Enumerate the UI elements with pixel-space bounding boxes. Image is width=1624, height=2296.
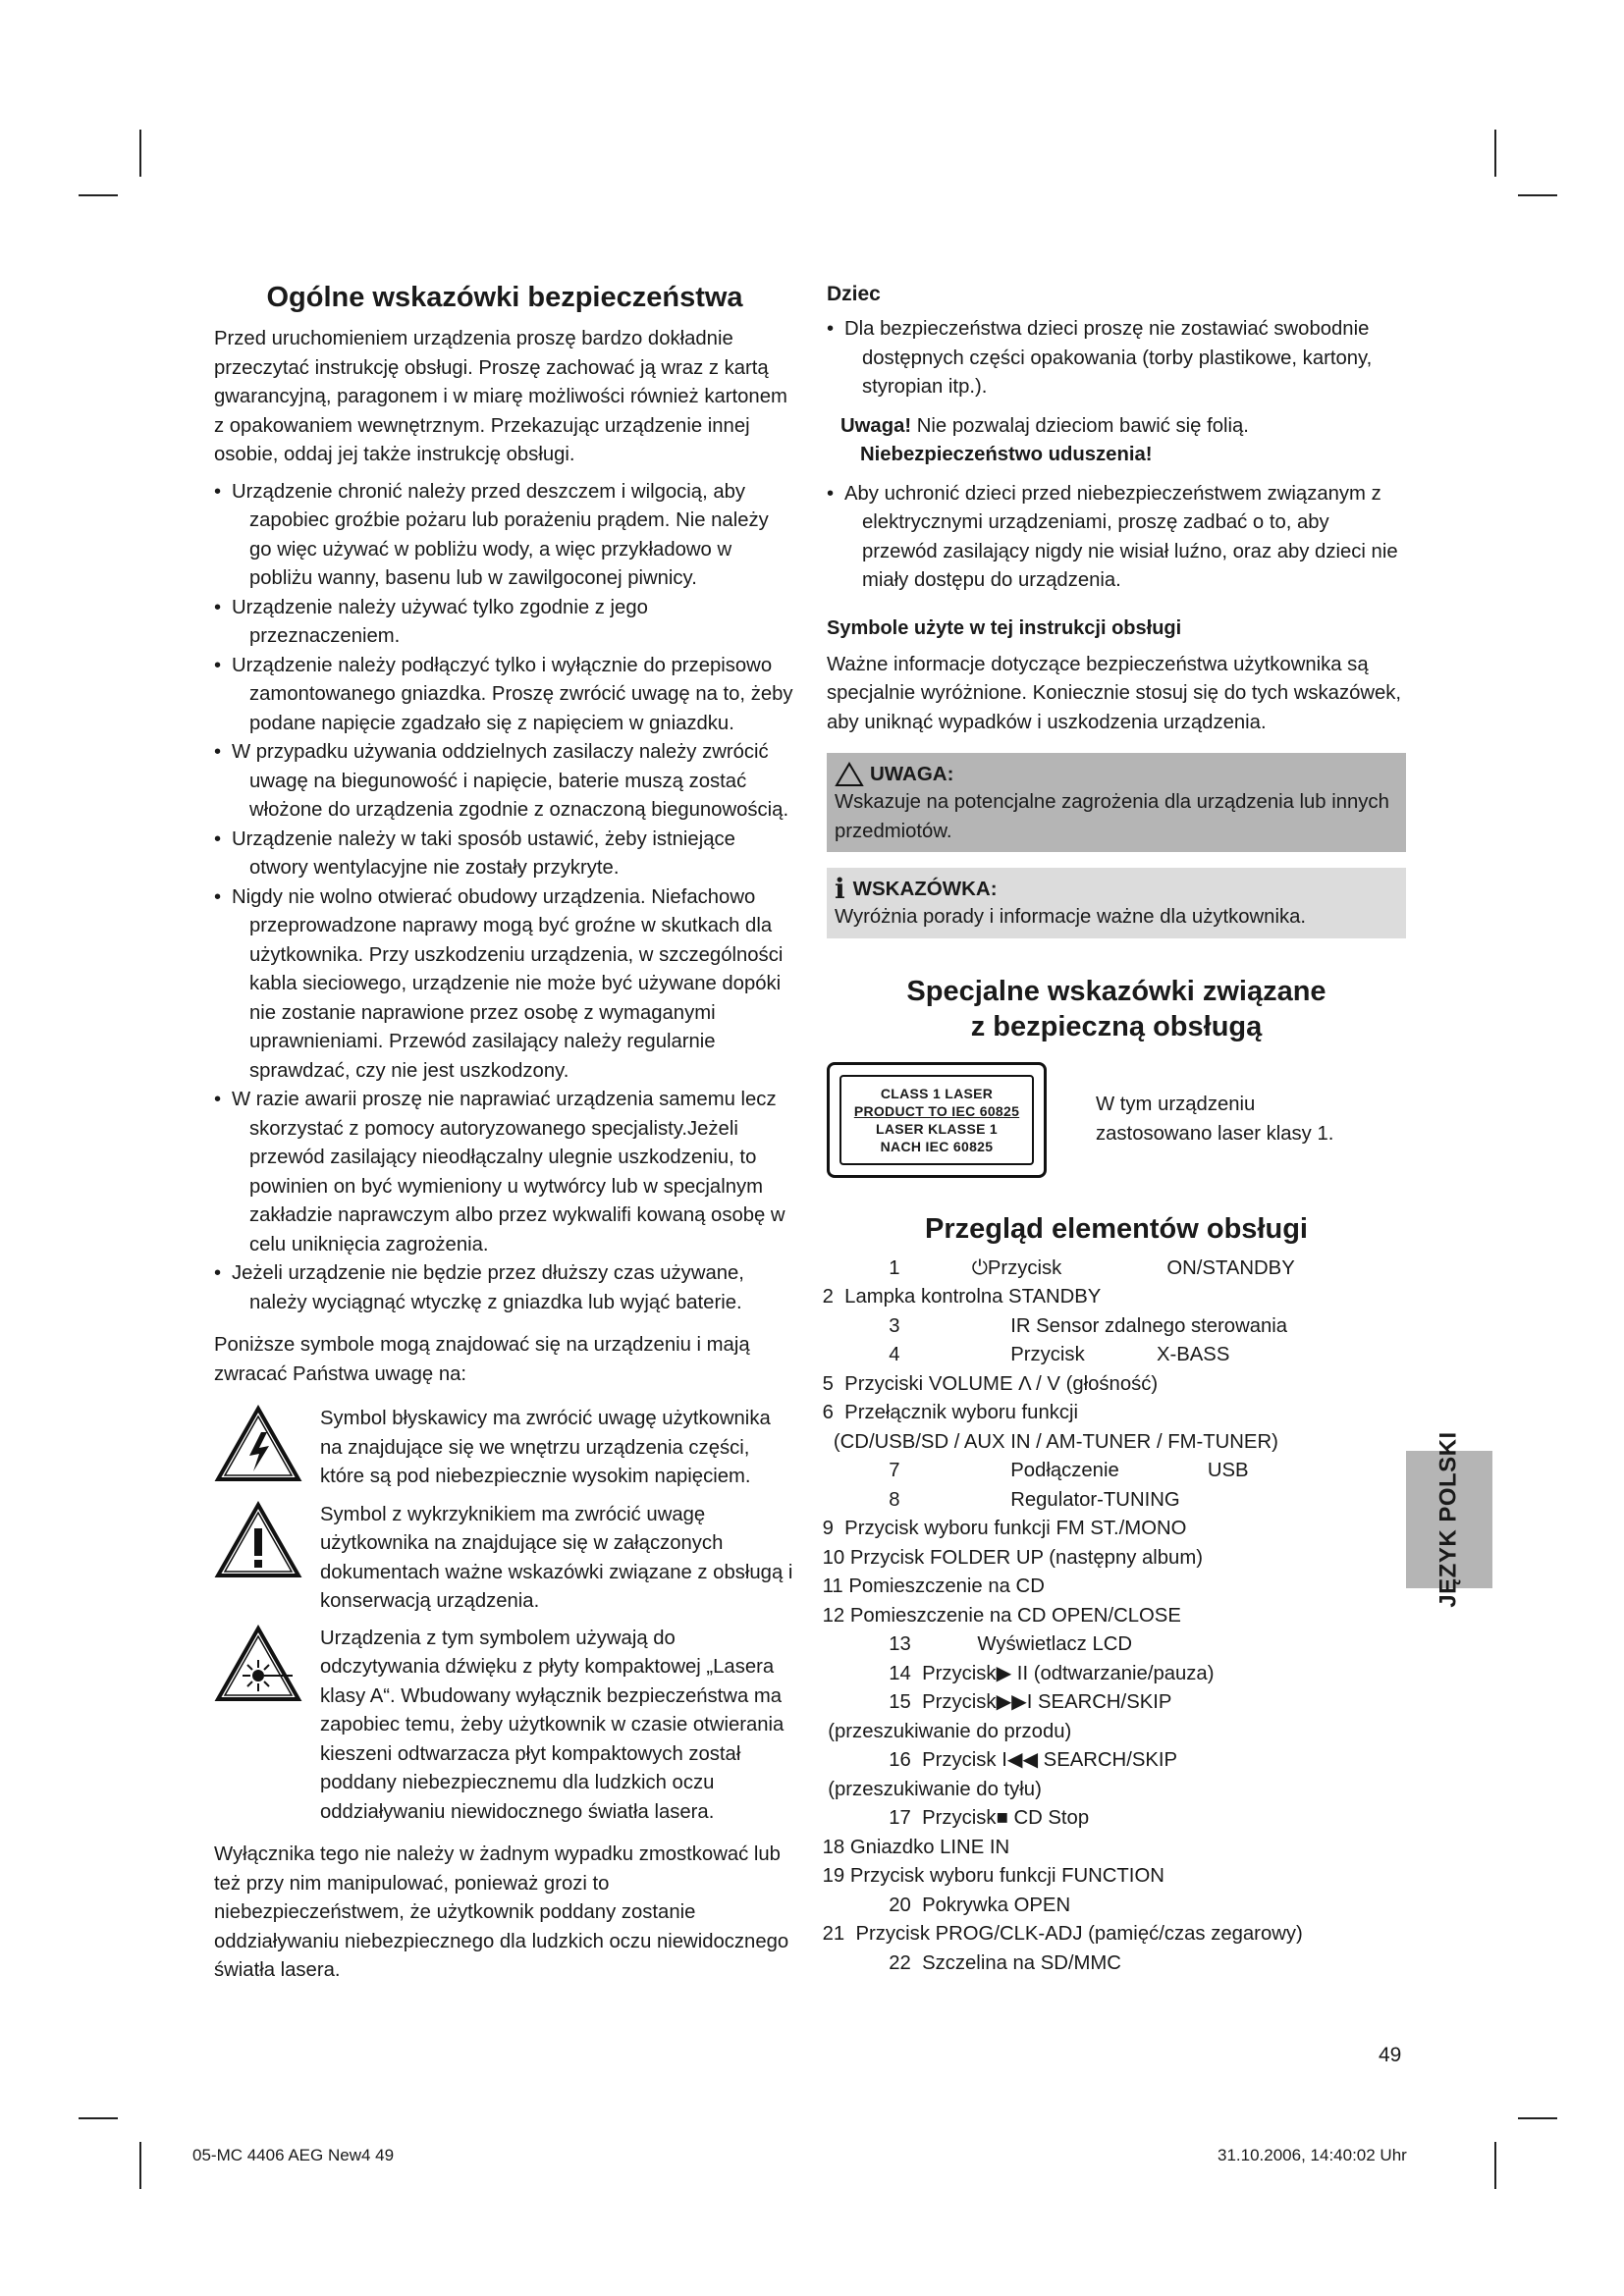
symbol-text: Symbol błyskawicy ma zwrócić uwagę użytkownika na znajdujące się we wnętrzu urządzenia części, które są pod niebezpiecznie wysokim napięciem. — [320, 1408, 771, 1487]
list-item: 17 Przycisk■ CD Stop — [817, 1807, 1090, 1829]
right-column — [817, 280, 1406, 1978]
list-item: • Urządzenie chronić należy przed deszczem i wilgocią, aby zapobiec groźbie pożaru lub porażeniu prądem. Nie należy go więc używać w pobliżu wody, a więc przykładowo w pobliżu wanny, basenu lub w zawilgoconej piwnicy. — [214, 478, 795, 594]
list-item: 20 Pokrywka OPEN — [817, 1894, 1071, 1916]
laser-text: W tym urządzeniu zastosowano laser klasy 1. — [1096, 1094, 1334, 1145]
list-item: 11 Pomieszczenie na CD — [817, 1575, 1045, 1597]
list-item: 14 Przycisk▶ II (odtwarzanie/pauza) — [817, 1662, 1215, 1684]
symbols-intro: Poniższe symbole mogą znajdować się na urządzeniu i mają zwracać Państwa uwagę na: — [214, 1334, 750, 1385]
warning-triangle-icon — [835, 762, 864, 787]
left-column — [214, 280, 795, 1986]
warning-text: Nie pozwalaj dzieciom bawić się folią. — [911, 414, 1249, 437]
crop-mark — [79, 194, 118, 196]
footer-right: 31.10.2006, 14:40:02 Uhr — [1218, 2146, 1407, 2164]
list-item: • W przypadku używania oddzielnych zasilaczy należy zwrócić uwagę na biegunowość i napięcie, baterie muszą zostać włożone do urządzenia zgodnie z oznaczoną biegunowością. — [214, 738, 795, 826]
list-item: 7 Podłączenie USB — [817, 1460, 1249, 1481]
list-item: • Urządzenie należy podłączyć tylko i wyłącznie do przepisowo zamontowanego gniazdka. Proszę zwrócić uwagę na to, żeby podane napięcie zgadzało się z napięciem w gniazdku. — [214, 652, 795, 739]
list-item: 10 Przycisk FOLDER UP (następny album) — [817, 1546, 1203, 1569]
list-item: (CD/USB/SD / AUX IN / AM-TUNER / FM-TUNER) — [817, 1430, 1278, 1453]
crop-mark — [139, 2142, 141, 2189]
list-item: 21 Przycisk PROG/CLK-ADJ (pamięć/czas zegarowy) — [817, 1923, 1303, 1945]
laser-line: LASER KLASSE 1 — [876, 1120, 998, 1137]
list-item: (przeszukiwanie do tyłu) — [817, 1778, 1042, 1800]
hint-title: WSKAZÓWKA: — [852, 878, 998, 900]
symbol-row — [214, 1405, 795, 1493]
warning-label: Uwaga! — [840, 414, 912, 437]
intro-paragraph: Przed uruchomieniem urządzenia proszę bardzo dokładnie przeczytać instrukcję obsługi. Proszę zachować ją wraz z kartą gwarancyjną, paragonem i w miarę możliwości również kartonem z opakowaniem wewnętrznym. Przekazując urządzenie innej osobie, oddaj jej także instrukcję obsługi. — [214, 328, 787, 465]
hint-text: Wyróżnia porady i informacje ważne dla użytkownika. — [835, 906, 1307, 928]
crop-mark — [1518, 2117, 1557, 2119]
list-item: 3 IR Sensor zdalnego sterowania — [817, 1314, 1288, 1337]
safety-title: Ogólne wskazówki bezpieczeństwa — [266, 282, 743, 313]
list-item: 15 Przycisk▶▶I SEARCH/SKIP — [817, 1691, 1172, 1713]
laser-class-label — [827, 1062, 1047, 1178]
symbols-text: Ważne informacje dotyczące bezpieczeństwa użytkownika są specjalnie wyróżnione. Koniecznie stosuj się do tych wskazówek, aby uniknąć wypadków i uszkodzenia urządzenia. — [827, 653, 1402, 733]
special-title-line1: Specjalne wskazówki związane — [906, 975, 1326, 1007]
list-item: 2 Lampka kontrolna STANDBY — [817, 1286, 1102, 1308]
hint-title-row — [835, 873, 1400, 905]
language-side-tab — [1406, 1431, 1492, 1608]
controls-list — [817, 1255, 1406, 1979]
list-item: 5 Przyciski VOLUME Λ / V (głośność) — [817, 1372, 1159, 1395]
laser-warning-icon — [214, 1625, 320, 1828]
symbol-text: Urządzenia z tym symbolem używają do odczytywania dźwięku z płyty kompaktowej „Lasera klasy A“. Wbudowany wyłącznik bezpieczeństwa ma zapobiec temu, żeby użytkownik w czasie otwierania kieszeni odtwarzacza płyt kompaktowych został poddany niebezpiecznemu dla ludzkich oczu oddziaływaniu niewidocznego światła lasera. — [320, 1627, 785, 1823]
crop-mark — [79, 2117, 118, 2119]
laser-row — [827, 1062, 1406, 1178]
uwaga-title: UWAGA: — [870, 763, 954, 785]
list-item: (przeszukiwanie do przodu) — [817, 1720, 1072, 1742]
list-item: 12 Pomieszczenie na CD OPEN/CLOSE — [817, 1604, 1181, 1627]
list-item: • Dla bezpieczeństwa dzieci proszę nie zostawiać swobodnie dostępnych części opakowania (torby plastikowe, kartony, styropian itp.). — [827, 315, 1406, 402]
warning-bold: Niebezpieczeństwo uduszenia! — [860, 444, 1153, 465]
choking-warning — [827, 412, 1406, 470]
uwaga-title-row — [835, 761, 1400, 788]
laser-line: CLASS 1 LASER — [880, 1085, 994, 1101]
crop-mark — [1518, 194, 1557, 196]
symbols-heading: Symbole użyte w tej instrukcji obsługi — [827, 616, 1182, 639]
overview-title: Przegląd elementów obsługi — [925, 1212, 1308, 1245]
list-item: 4 Przycisk X-BASS — [817, 1344, 1230, 1365]
symbol-row — [214, 1501, 795, 1617]
symbol-text: Symbol z wykrzyknikiem ma zwrócić uwagę użytkownika na znajdujące się w załączonych dokumentach ważne wskazówki związane z obsługą i konserwacją urządzenia. — [320, 1503, 793, 1612]
list-item: 6 Przełącznik wyboru funkcji — [817, 1402, 1079, 1423]
crop-mark — [1494, 2142, 1496, 2189]
crop-mark — [1494, 130, 1496, 177]
footer-left: 05-MC 4406 AEG New4 49 — [192, 2146, 395, 2164]
list-item: 1 ⏻Przycisk ON/STANDBY — [817, 1256, 1295, 1279]
list-item: • Nigdy nie wolno otwierać obudowy urządzenia. Niefachowo przeprowadzone naprawy mogą być groźne w skutkach dla użytkownika. Przy uszkodzeniu urządzenia, w szczególności kabla sieciowego, urządzenie nie może być używane dopóki nie zostanie naprawione przez osobę z wymaganymi uprawnieniami. Przewód zasilający należy regularnie sprawdzać, czy nie jest uszkodzony. — [214, 883, 795, 1087]
list-item: • Urządzenie należy używać tylko zgodnie z jego przeznaczeniem. — [214, 594, 795, 652]
children-heading: Dziec — [827, 283, 881, 305]
lightning-warning-icon — [214, 1405, 320, 1493]
children-list — [827, 315, 1406, 402]
uwaga-box — [827, 753, 1406, 852]
uwaga-text: Wskazuje na potencjalne zagrożenia dla urządzenia lub innych przedmiotów. — [835, 791, 1389, 842]
exclamation-warning-icon — [214, 1501, 320, 1617]
list-item: • W razie awarii proszę nie naprawiać urządzenia samemu lecz skorzystać z pomocy autoryzowanego specjalisty.Jeżeli przewód zasilający nieodłączalny ulegnie uszkodzeniu, to powinien on być wymieniony u wytwórcy lub w specjalnym zakładzie naprawczym albo przez wykwalifi kowaną osobę w celu uniknięcia zagrożenia. — [214, 1086, 795, 1259]
laser-line: NACH IEC 60825 — [880, 1138, 994, 1154]
symbol-row — [214, 1625, 795, 1828]
list-item: 9 Przycisk wyboru funkcji FM ST./MONO — [817, 1518, 1187, 1539]
side-tab-label: JĘZYK POLSKI — [1435, 1431, 1462, 1608]
crop-mark — [139, 130, 141, 177]
page-number: 49 — [1379, 2044, 1402, 2066]
list-item: 19 Przycisk wyboru funkcji FUNCTION — [817, 1865, 1164, 1887]
laser-line: PRODUCT TO IEC 60825 — [853, 1102, 1020, 1119]
list-item: 18 Gniazdko LINE IN — [817, 1836, 1010, 1858]
closing-paragraph: Wyłącznika tego nie należy w żadnym wypadku zmostkować lub też przy nim manipulować, ponieważ grozi to niebezpieczeństwem, że użytkownik poddany zostanie oddziaływaniu niebezpiecznego dla ludzkich oczu niewidocznego światła lasera. — [214, 1843, 789, 1981]
special-title — [827, 974, 1406, 1044]
list-item: 16 Przycisk I◀◀ SEARCH/SKIP — [817, 1749, 1178, 1771]
hint-box — [827, 868, 1406, 938]
list-item: • Urządzenie należy w taki sposób ustawić, żeby istniejące otwory wentylacyjne nie zostały przykryte. — [214, 826, 795, 883]
list-item: • Aby uchronić dzieci przed niebezpieczeństwem związanym z elektrycznymi urządzeniami, proszę zadbać o to, aby przewód zasilający nigdy nie wisiał luźno, oraz aby dzieci nie miały dostępu do urządzenia. — [827, 480, 1406, 596]
safety-bullet-list — [214, 478, 795, 1318]
info-icon: i — [835, 873, 845, 905]
list-item: 8 Regulator-TUNING — [817, 1488, 1180, 1511]
list-item: 22 Szczelina na SD/MMC — [817, 1951, 1121, 1974]
special-title-line2: z bezpieczną obsługą — [970, 1010, 1263, 1042]
list-item: • Jeżeli urządzenie nie będzie przez dłuższy czas używane, należy wyciągnąć wtyczkę z gniazdka lub wyjąć baterie. — [214, 1259, 795, 1317]
list-item: 13 Wyświetlacz LCD — [817, 1633, 1133, 1655]
children-list-2 — [827, 480, 1406, 596]
